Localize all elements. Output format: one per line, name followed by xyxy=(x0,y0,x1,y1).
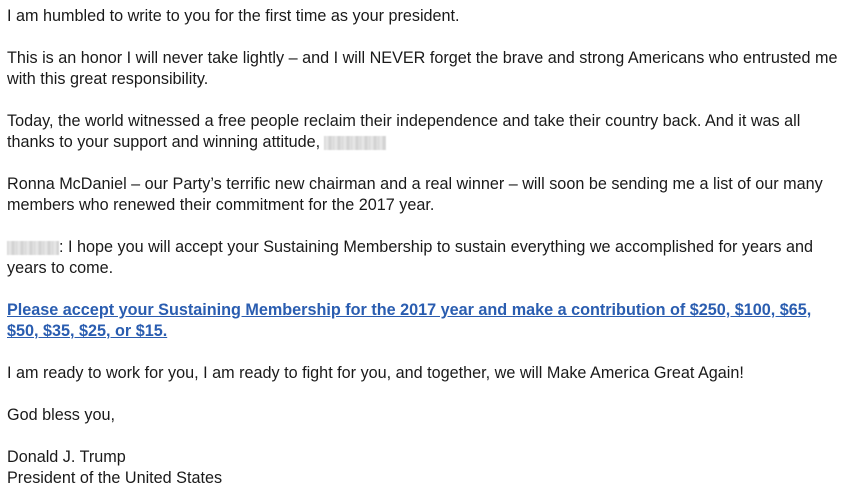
paragraph-mcdaniel: Ronna McDaniel – our Party’s terrific new chairman and a real winner – will soon be sending me a list of our many members who renewed their commitment for the 2017 year. xyxy=(7,175,823,214)
paragraph-ready: I am ready to work for you, I am ready to fight for you, and together, we will Make America Great Again! xyxy=(7,364,744,382)
signature-name: Donald J. Trump xyxy=(7,448,126,466)
paragraph-today xyxy=(7,111,843,153)
paragraph-intro: I am humbled to write to you for the first time as your president. xyxy=(7,7,460,25)
closing-line: God bless you, xyxy=(7,406,115,424)
paragraph-honor: This is an honor I will never take lightly – and I will NEVER forget the brave and strong Americans who entrusted me with this great responsibility. xyxy=(7,49,838,88)
paragraph-today-text: Today, the world witnessed a free people reclaim their independence and take their country back. And it was all thanks to your support and winning attitude, xyxy=(7,112,801,151)
signature-title: President of the United States xyxy=(7,469,223,487)
paragraph-cta xyxy=(7,300,843,342)
redacted-name xyxy=(324,136,386,150)
paragraph-membership-text: : I hope you will accept your Sustaining Membership to sustain everything we accomplished for years and years to come. xyxy=(7,238,814,277)
paragraph-membership xyxy=(7,237,843,279)
contribution-link[interactable]: Please accept your Sustaining Membership for the 2017 year and make a contribution of $250, $100, $65, $50, $35, $25, or $15. xyxy=(7,301,812,340)
redacted-name-salutation xyxy=(7,241,59,255)
